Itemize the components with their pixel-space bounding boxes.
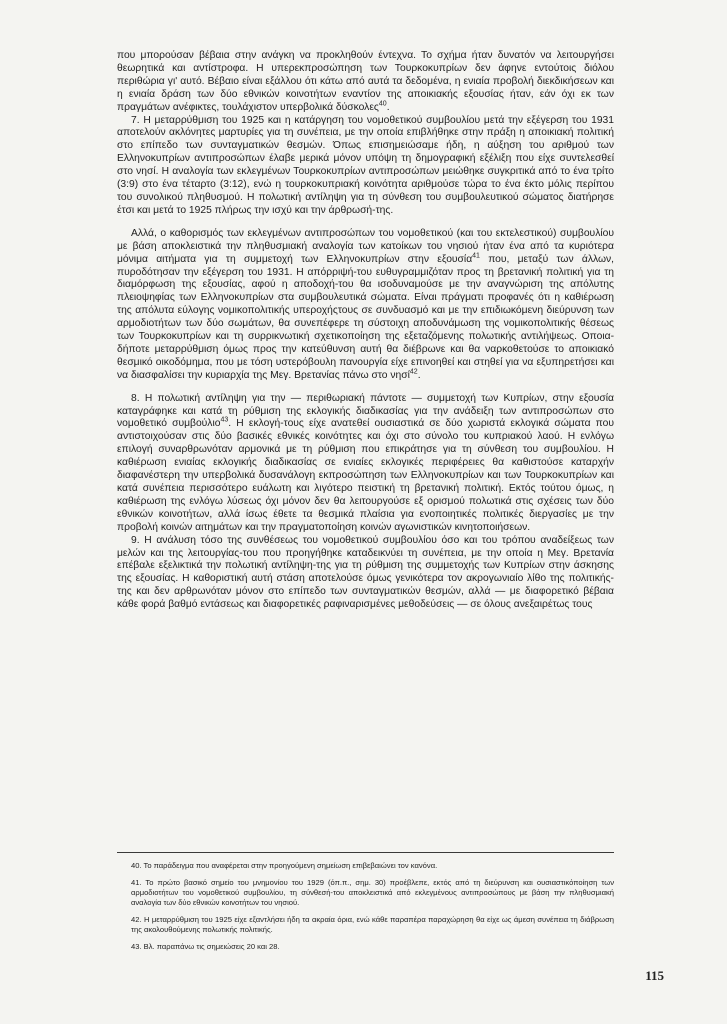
page-number: 115 bbox=[645, 968, 664, 983]
paragraph-4-rest: . Η εκλογή-τους είχε ανατεθεί ουσιαστικά σε δύο χωριστά εκλογικά σώματα που αντιστοιχούσαν στις δύο βασικές εθνικές κοινότητες και όχι στο σύνολο του κυπριακού λαού. Η ενλόγω επιλογή συναρθρωνόταν αρμονικά με τη ρύθμιση που επικράτησε για τη σύνθεση του συμβουλίου. Η καθιέρωση ενιαίας εκλογικής διαδικασίας σε ενιαίες εκλογικές περιφέρειες θα καθιστούσε καταρχήν διαφανέστερη την υπερβολικά δυσανάλογη εκπροσώπηση των Ελληνοκυπρίων και των Τουρκοκυπρίων και κατά συνέπεια περισσότερο ευάλωτη και λιγότερο πειστική τη βρετανική πολιτική. Εκτός τούτου όμως, η καθιέρωση της ενλόγω λύσεως όχι μόνον δεν θα λειτουργούσε εξ ορισμού πολωτικά στις σχέσεις των δύο εθνικών κοινοτήτων, αλλά ίσως έθετε τα θεσμικά πλαίσια για ενοποιητικές πολιτικές διεργασίες με την προβολή κοινών αιτημάτων και την πραγματοποίηση κοινών αγωνιστικών κινητοποιήσεων. bbox=[117, 418, 614, 533]
paragraph-1: που μπορούσαν βέβαια στην ανάγκη να προκληθούν έντεχνα. Το σχήμα ήταν δυνατόν να λειτουργήσει θεωρητικά και αντίστροφα. Η υπερεκπροσώπηση των Τουρκοκυπρίων δεν άφηνε εντούτοις διόλου περιθώρια γι' αυτό. Βέβαιο είναι εξάλλου ότι κάτω από αυτά τα δεδομένα, η ενιαία προβολή διεκδικήσεων και η ενιαία δράση των δύο εθνικών κοινοτήτων εναντίον της αποικιακής εξουσίας ήταν, εάν όχι εκ των πραγμάτων ανέφικτες, τουλάχιστον υπερβολικά δύσκολες$^{40}$. bbox=[117, 50, 614, 113]
footnote-divider bbox=[117, 852, 614, 853]
footnote-ref-40: 40 bbox=[378, 100, 387, 108]
paragraph-3: Αλλά, ο καθορισμός των εκλεγμένων αντιπροσώπων του νομοθετικού (και του εκτελεστικού) συμβουλίου με βάση αποκλειστικά την πληθυσμιακή αναλογία των κατοίκων του νησιού ήταν ένα από τα κυριότερα μόνιμα αιτήματα για τη συμμετοχή των Ελληνοκυπρίων στην εξουσία$^{41}$ που, μεταξύ των άλλων, πυροδότησαν την εξέγερση του 1931. Η απόρριψή-του ευθυγραμμιζόταν προς τη βρετανική πολιτική για τη διαμόρφωση της εξουσίας, αφού η αποδοχή-του θα ισοδυναμούσε με την αναγνώριση της απόλυτης πλειοψηφίας των Ελληνοκυπρίων στα συμβουλευτικά σώματα. Είναι πράγματι προφανές ότι η καθιέρωση της απόλυτα εύλογης νομικοπολιτικής υπεροχήςτους σε συνδυασμό και με την επιδιωκόμενη διεύρυνση των αρμοδιοτήτων των δύο σωμάτων, θα συνεπέφερε τη σύστοιχη αποδυνάμωση της νομικοπολιτικής θέσεως των Τουρκοκυπρίων και τη συρρικνωτική σχετικοποίηση της εξεταζόμενης πολωτικής αντιλήψεως. Οποιαδήποτε μεταρρύθμιση όμως προς την κατεύθυνση αυτή θα διέβρωνε και θα ναρκοθετούσε το αποικιακό θεσμικό οικοδόμημα, που με τόση υστερόβουλη πανουργία είχε επινοηθεί και στηθεί για να εξυπηρετήσει και να διασφαλίσει την κυριαρχία της Μεγ. Βρετανίας πάνω στο νησί$^{42}$. bbox=[117, 227, 615, 381]
paragraph-2: 7. Η μεταρρύθμιση του 1925 και η κατάργηση του νομοθετικού συμβουλίου μετά την εξέγερση του 1931 αποτελούν ακλόνητες μαρτυρίες για τη συνέπεια, με την οποία επιβλήθηκε στην πράξη η αποικιακή πολιτική στο επίπεδο των συνταγματικών θεσμών. Όπως επισημειώσαμε ήδη, η αύξηση του αριθμού των Ελληνοκυπρίων αντιπροσώπων έλαβε μερικά μόνον υπόψη τη δημογραφική εξέλιξη που είχε συντελεσθεί στο νησί. Η αναλογία των εκλεγμένων Τουρκοκυπρίων αντιπροσώπων μειώθηκε συγκριτικά από το ένα τρίτο (3:9) στο ένα τέταρτο (3:12), ενώ η τουρκοκυπριακή κοινότητα αριθμούσε τώρα το ένα έκτο μόλις περίπου του συνολικού πληθυσμού. Η πολωτική αντίληψη για τη σύνθεση του συμβουλευτικού σώματος διατήρησε έτσι και μετά το 1925 πλήρως την ισχύ και την άρθρωσή-της. bbox=[117, 114, 614, 216]
footnote-ref-43: 43 bbox=[220, 417, 229, 425]
paragraph-4-text: 8. Η πολωτική αντίληψη για την — περιθωριακή πάντοτε — συμμετοχή των Κυπρίων, στην εξουσία καταγράφηκε και κατά τη ρύθμιση της εκλογικής διαδικασίας για την ανάδειξη των αντιπροσώπων στο νομοθετικό συμβούλιο bbox=[117, 392, 614, 430]
footnote-ref-42: 42 bbox=[409, 368, 418, 376]
paragraph-1-text: που μπορούσαν βέβαια στην ανάγκη να προκληθούν έντεχνα. Το σχήμα ήταν δυνατόν να λειτουργήσει θεωρητικά και αντίστροφα. Η υπερεκπροσώπηση των Τουρκοκυπρίων δεν άφηνε εντούτοις διόλου περιθώρια γι' αυτό. Βέβαιο είναι εξάλλου ότι κάτω από αυτά τα δεδομένα, η ενιαία προβολή διεκδικήσεων και η ενιαία δράση των δύο εθνικών κοινοτήτων εναντίον της αποικιακής εξουσίας ήταν, εάν όχι εκ των πραγμάτων ανέφικτες, τουλάχιστον υπερβολικά δύσκολες bbox=[117, 50, 614, 113]
paragraph-3-text: Αλλά, ο καθορισμός των εκλεγμένων αντιπροσώπων του νομοθετικού (και του εκτελεστικού) συμβουλίου με βάση αποκλειστικά την πληθυσμιακή αναλογία των κατοίκων του νησιού ήταν ένα από τα κυριότερα μόνιμα αιτήματα για τη συμμετοχή των Ελληνοκυπρίων στην εξουσία bbox=[117, 227, 614, 265]
paragraph-3-rest: που, μεταξύ των άλλων, πυροδότησαν την εξέγερση του 1931. Η απόρριψή-του ευθυγραμμιζόταν προς τη βρετανική πολιτική για τη διαμόρφωση της εξουσίας, αφού η αποδοχή-του θα ισοδυναμούσε με την αναγνώριση της απόλυτης πλειοψηφίας των Ελληνοκυπρίων στα συμβουλευτικά σώματα. Είναι πράγματι προφανές ότι η καθιέρωση της απόλυτα εύλογης νομικοπολιτικής υπεροχήςτους σε συνδυασμό και με την επιδιωκόμενη διεύρυνση των αρμοδιοτήτων των δύο σωμάτων, θα συνεπέφερε τη σύστοιχη αποδυνάμωση της νομικοπολιτικής θέσεως των Τουρκοκυπρίων και τη συρρικνωτική σχετικοποίηση της εξεταζόμενης πολωτικής αντιλήψεως. Οποιαδήποτε μεταρρύθμιση όμως προς την κατεύθυνση αυτή θα διέβρωνε και θα ναρκοθετούσε το αποικιακό θεσμικό οικοδόμημα, που με τόση υστερόβουλη πανουργία είχε επινοηθεί και στηθεί για να εξυπηρετήσει και να διασφαλίσει την κυριαρχία της Μεγ. Βρετανίας πάνω στο νησί bbox=[117, 253, 615, 381]
footnote-43: 43. Βλ. παραπάνω τις σημειώσεις 20 και 28. bbox=[131, 942, 280, 951]
paragraph-5: 9. Η ανάλυση τόσο της συνθέσεως του νομοθετικού συμβουλίου όσο και του τρόπου αναδείξεως των μελών και της λειτουργίας-του που προηγήθηκε καταδεικνύει τη συνέπεια, με την οποία η Μεγ. Βρετανία επέβαλε εξελικτικά την πολωτική αντίληψη-της για τη ρύθμιση της συμμετοχής των Κυπρίων στην άσκησης της εξουσίας. Η καθοριστική αυτή στάση αποτελούσε όμως γενικότερα τον ακρογωνιαίο λίθο της πολιτικής-της και δεν αρθρωνόταν μόνον στο επίπεδο των συνταγματικών θεσμών, αλλά — με διαφορετικό βέβαια κάθε φορά βαθμό εντάσεως και διαφορετικές ραφιναρισμένες μεθοδεύσεις — σε όλους ανεξαιρέτως τους bbox=[117, 534, 614, 611]
page-body bbox=[117, 50, 614, 612]
footnote-42: 42. Η μεταρρύθμιση του 1925 είχε εξαντλήσει ήδη τα ακραία όρια, ενώ κάθε παραπέρα παραχώρηση θα είχε ως άμεση συνέπεια τη διάβρωση της ακολουθούμενης πολωτικής πολιτικής. bbox=[131, 915, 614, 934]
body-text bbox=[117, 50, 614, 612]
footnote-41: 41. Το πρώτο βασικό σημείο του μνημονίου του 1929 (όπ.π., σημ. 30) προέβλεπε, εκτός από τη διεύρυνση και ουσιαστικόποίηση των αρμοδιοτήτων του νομοθετικού συμβουλίου, τη σύνθεσή-του αποκλειστικά από εκλεγμένους αντιπροσώπους με βάση την πληθυσμιακή αναλογία των δύο εθνικών κοινοτήτων του νησιού. bbox=[131, 878, 614, 907]
footnote-40: 40. Το παράδειγμα που αναφέρεται στην προηγούμενη σημείωση επιβεβαιώνει τον κανόνα. bbox=[131, 861, 438, 870]
paragraph-4 bbox=[117, 393, 614, 535]
footnotes bbox=[117, 852, 614, 959]
footnote-ref-41: 41 bbox=[472, 252, 480, 260]
